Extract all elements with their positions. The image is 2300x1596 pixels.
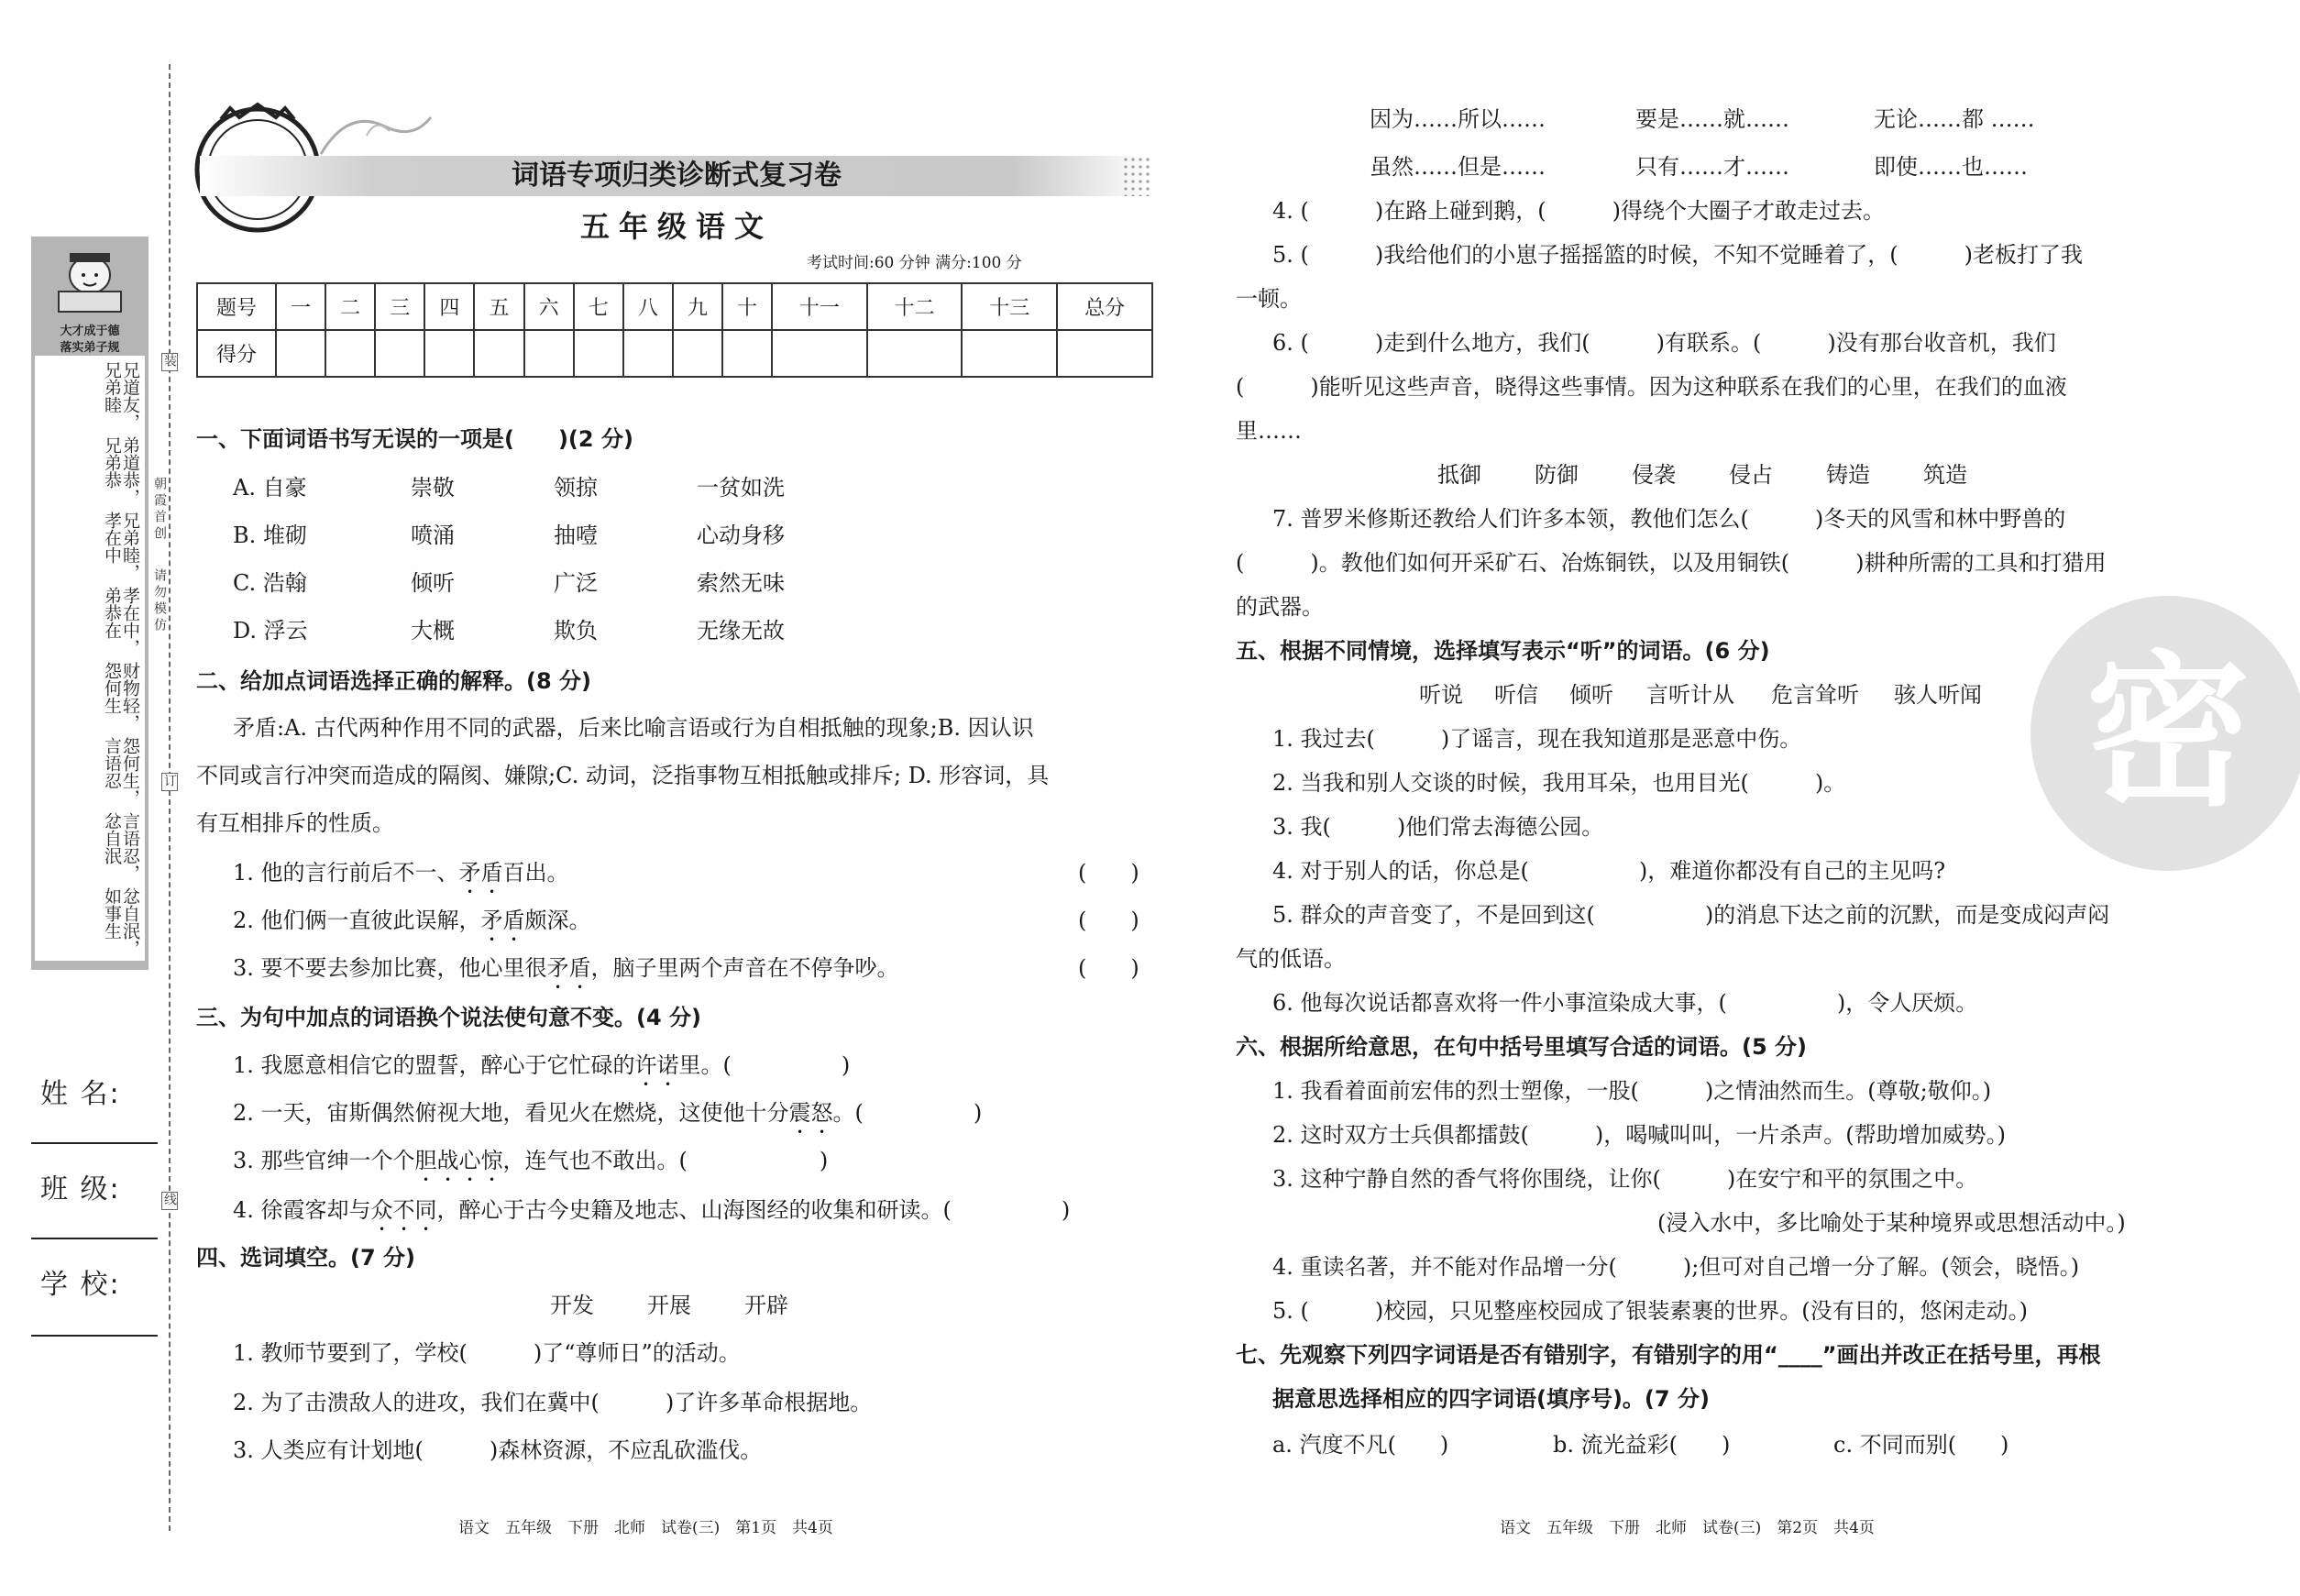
q4-word-2: 开展	[647, 1293, 691, 1318]
q5-word-6: 骇人听闻	[1894, 682, 1982, 708]
q1-opt-a-4: 一贫如洗	[697, 475, 785, 501]
right-footer: 语文 五年级 下册 北师 试卷(三) 第2页 共4页	[1500, 1519, 1875, 1537]
exam-info: 考试时间:60 分钟 满分:100 分	[807, 254, 1022, 272]
conj-4: 虽然……但是……	[1370, 154, 1546, 180]
q2-para-3: 有互相排斥的性质。	[196, 810, 394, 836]
q4-cont-1: 4. ( )在路上碰到鹅，( )得绕个大圈子才敢走过去。	[1272, 198, 1885, 224]
q6-item-3: 3. 这种宁静自然的香气将你围绕，让你( )在安宁和平的氛围之中。	[1272, 1166, 1978, 1192]
q1-opt-c-4: 索然无味	[697, 570, 785, 596]
score-input[interactable]	[424, 330, 474, 377]
q4-word-1: 开发	[550, 1293, 594, 1318]
score-label: 得分	[197, 330, 276, 377]
word-bank-2-4: 侵占	[1729, 462, 1773, 488]
cell-q3: 三	[375, 283, 424, 330]
score-input[interactable]	[867, 330, 963, 377]
q4-cont-3: 一顿。	[1236, 286, 1302, 312]
q5-item-6: 6. 他每次说话都喜欢将一件小事渲染成大事，( )，令人厌烦。	[1272, 990, 1978, 1016]
q5-item-5: 5. 群众的声音变了，不是回到这( )的消息下达之前的沉默，而是变成闷声闷	[1272, 902, 2110, 928]
q1-opt-b-1: B. 堆砌	[233, 523, 307, 548]
q4-cont-6: 里……	[1236, 418, 1302, 444]
cut-mark-1: 装	[162, 354, 177, 370]
q3-item-4: 4. 徐霞客却与众不同，醉心于古今史籍及地志、山海图经的收集和研读。( )	[233, 1197, 1071, 1223]
motto-4: 孝在中，弟恭在	[102, 587, 140, 656]
q3-heading: 三、为句中加点的词语换个说法使句意不变。(4 分)	[196, 1005, 701, 1030]
q2-heading: 二、给加点词语选择正确的解释。(8 分)	[196, 668, 591, 694]
q4-item-1: 1. 教师节要到了，学校( )了“尊师日”的活动。	[233, 1340, 741, 1366]
score-input[interactable]	[772, 330, 867, 377]
conj-6: 即使……也……	[1874, 154, 2028, 180]
q2-item-1: 1. 他的言行前后不一、矛盾百出。	[233, 860, 569, 886]
conj-2: 要是……就……	[1635, 106, 1789, 132]
score-header-row	[197, 283, 1152, 330]
q5-word-4: 言听计从	[1646, 682, 1734, 708]
q1-heading: 一、下面词语书写无误的一项是( )(2 分)	[196, 426, 633, 452]
class-label: 班 级:	[40, 1173, 121, 1205]
q3-item-2: 2. 一天，宙斯偶然俯视大地，看见火在燃烧，这使他十分震怒。( )	[233, 1100, 983, 1126]
score-input[interactable]	[474, 330, 523, 377]
score-input[interactable]	[574, 330, 623, 377]
q1-opt-d-2: 大概	[411, 618, 455, 644]
confidential-stamp	[2030, 596, 2300, 871]
motto-5: 财物轻，怨何生	[102, 662, 140, 732]
q4-cont-2: 5. ( )我给他们的小崽子摇摇篮的时候，不知不觉睡着了，( )老板打了我	[1272, 242, 2083, 268]
q6-item-1: 1. 我看着面前宏伟的烈士塑像，一股( )之情油然而生。(尊敬;敬仰。)	[1272, 1078, 1992, 1104]
cell-q13: 十三	[962, 283, 1057, 330]
sidebar-slogan-2: 落实弟子规	[60, 341, 120, 355]
q2-answer-3[interactable]: ( )	[1078, 955, 1139, 981]
q5-word-5: 危言耸听	[1771, 682, 1859, 708]
cell-q6: 六	[524, 283, 574, 330]
left-footer: 语文 五年级 下册 北师 试卷(三) 第1页 共4页	[458, 1519, 833, 1537]
score-input[interactable]	[325, 330, 375, 377]
name-label: 姓 名:	[40, 1078, 121, 1110]
q5-word-3: 倾听	[1569, 682, 1613, 708]
q7-item-a: a. 汽度不凡( )	[1272, 1432, 1449, 1458]
word-bank-2-1: 抵御	[1437, 462, 1481, 488]
q3-item-1: 1. 我愿意相信它的盟誓，醉心于它忙碌的许诺里。( )	[233, 1052, 851, 1078]
motto-7: 言语忍，忿自泯	[102, 812, 140, 882]
class-field[interactable]	[31, 1238, 158, 1239]
q4-heading: 四、选词填空。(7 分)	[196, 1245, 415, 1271]
q4-item-2: 2. 为了击溃敌人的进攻，我们在冀中( )了许多革命根据地。	[233, 1390, 873, 1415]
motto-8: 忿自泯，如事生	[102, 887, 140, 957]
score-input[interactable]	[962, 330, 1057, 377]
score-input[interactable]	[623, 330, 673, 377]
q5-item-3: 3. 我( )他们常去海德公园。	[1272, 814, 1604, 840]
cell-q11: 十一	[772, 283, 867, 330]
q1-opt-d-4: 无缘无故	[697, 618, 785, 644]
conj-3: 无论……都 ……	[1874, 106, 2035, 132]
word-bank-2-2: 防御	[1535, 462, 1579, 488]
q6-heading: 六、根据所给意思，在句中括号里填写合适的词语。(5 分)	[1236, 1034, 1807, 1060]
score-input[interactable]	[524, 330, 574, 377]
q1-opt-d-1: D. 浮云	[233, 618, 308, 644]
score-input[interactable]	[1057, 330, 1152, 377]
q7-item-c: c. 不同而别( )	[1833, 1432, 2009, 1458]
cell-q12: 十二	[867, 283, 963, 330]
q1-opt-a-2: 崇敬	[411, 475, 455, 501]
q5-item-5-cont: 气的低语。	[1236, 946, 1346, 972]
score-table	[196, 282, 1153, 378]
cell-q8: 八	[623, 283, 673, 330]
motto-6: 怨何生，言语忍	[102, 737, 140, 807]
cell-q2: 二	[325, 283, 375, 330]
conj-1: 因为……所以……	[1370, 106, 1546, 132]
q2-item-3: 3. 要不要去参加比赛，他心里很矛盾，脑子里两个声音在不停争吵。	[233, 955, 899, 981]
conj-5: 只有……才……	[1635, 154, 1789, 180]
q4-word-3: 开辟	[744, 1293, 788, 1318]
q1-opt-c-2: 倾听	[411, 570, 455, 596]
word-bank-2-5: 铸造	[1826, 462, 1870, 488]
student-cartoon-icon	[31, 244, 149, 317]
q2-answer-2[interactable]: ( )	[1078, 908, 1139, 933]
q2-answer-1[interactable]: ( )	[1078, 860, 1139, 886]
q4-cont-5: ( )能听见这些声音，晓得这些事情。因为这种联系在我们的心里，在我们的血液	[1236, 374, 2067, 400]
q4-cont-4: 6. ( )走到什么地方，我们( )有联系。( )没有那台收音机，我们	[1272, 330, 2056, 356]
score-input[interactable]	[375, 330, 424, 377]
q1-opt-b-3: 抽噎	[554, 523, 598, 548]
cell-q10: 十	[722, 283, 772, 330]
cell-label: 题号	[197, 283, 276, 330]
cell-q9: 九	[673, 283, 722, 330]
cut-mark-2: 订	[162, 774, 177, 790]
cell-total: 总分	[1057, 283, 1152, 330]
binding-dashed-line	[169, 64, 171, 1531]
sidebar-motto-panel	[31, 237, 149, 970]
motto-2: 弟道恭，兄弟恭	[102, 436, 140, 506]
q4-item-3: 3. 人类应有计划地( )森林资源，不应乱砍滥伐。	[233, 1437, 763, 1463]
cell-q1: 一	[276, 283, 325, 330]
q3-item-3: 3. 那些官绅一个个胆战心惊，连气也不敢出。( )	[233, 1148, 829, 1173]
q5-item-4: 4. 对于别人的话，你总是( )，难道你都没有自己的主见吗?	[1272, 858, 1946, 884]
q7-item-b: b. 流光益彩( )	[1553, 1432, 1731, 1458]
score-input[interactable]	[673, 330, 722, 377]
q4-item-7-2: ( )。教他们如何开采矿石、冶炼铜铁，以及用铜铁( )耕种所需的工具和打猎用	[1236, 550, 2107, 576]
cut-mark-3: 线	[162, 1193, 177, 1209]
q1-opt-b-2: 喷涌	[411, 523, 455, 548]
checker-pattern	[1122, 156, 1153, 196]
q6-item-2: 2. 这时双方士兵俱都擂鼓( )，喝喊叫叫，一片杀声。(帮助增加威势。)	[1272, 1122, 2006, 1148]
sidebar-slogan-1: 大才成于德	[60, 325, 120, 338]
score-input[interactable]	[722, 330, 772, 377]
stamp-char: 密	[2085, 637, 2250, 829]
q6-item-5: 5. ( )校园，只见整座校园成了银装素裹的世界。(没有目的，悠闲走动。)	[1272, 1298, 2028, 1324]
page-title: 词语专项归类诊断式复习卷	[512, 160, 842, 192]
cell-q7: 七	[574, 283, 623, 330]
school-field[interactable]	[31, 1335, 158, 1337]
side-note-no-copy: 请勿模仿	[152, 568, 167, 634]
q6-item-4: 4. 重读名著，并不能对作品增一分( );但可对自己增一分了解。(领会，晓悟。)	[1272, 1254, 2080, 1280]
q5-word-1: 听说	[1419, 682, 1463, 708]
q5-item-1: 1. 我过去( )了谣言，现在我知道那是恶意中伤。	[1272, 726, 1802, 752]
score-input[interactable]	[276, 330, 325, 377]
q1-opt-d-3: 欺负	[554, 618, 598, 644]
motto-3: 兄弟睦，孝在中	[102, 512, 140, 581]
name-field[interactable]	[31, 1142, 158, 1144]
word-bank-2-6: 筑造	[1923, 462, 1967, 488]
q5-word-2: 听信	[1494, 682, 1538, 708]
q2-item-2: 2. 他们俩一直彼此误解，矛盾颇深。	[233, 908, 591, 933]
word-bank-2-3: 侵袭	[1632, 462, 1676, 488]
q5-item-2: 2. 当我和别人交谈的时候，我用耳朵，也用目光( )。	[1272, 770, 1846, 796]
motto-1: 兄道友，兄弟睦	[102, 361, 140, 431]
school-label: 学 校:	[40, 1269, 121, 1301]
q4-item-7-3: 的武器。	[1236, 594, 1324, 620]
q2-para-1: 矛盾:A. 古代两种作用不同的武器，后来比喻言语或行为自相抵触的现象;B. 因认识	[233, 715, 1034, 741]
q1-opt-b-4: 心动身移	[697, 523, 785, 548]
q4-item-7-1: 7. 普罗米修斯还教给人们许多本领，教他们怎么( )冬天的风雪和林中野兽的	[1272, 506, 2066, 532]
sidebar-motto-list	[35, 356, 145, 961]
cell-q4: 四	[424, 283, 474, 330]
score-value-row	[197, 330, 1152, 377]
q5-heading: 五、根据不同情境，选择填写表示“听”的词语。(6 分)	[1236, 638, 1770, 664]
q7-heading-1: 七、先观察下列四字词语是否有错别字，有错别字的用“____”画出并改正在括号里，再根	[1236, 1342, 2101, 1368]
q7-heading-2: 据意思选择相应的四字词语(填序号)。(7 分)	[1272, 1386, 1710, 1412]
cell-q5: 五	[474, 283, 523, 330]
q6-item-3-hint: (浸入水中，多比喻处于某种境界或思想活动中。)	[1657, 1210, 2126, 1236]
q1-opt-a-3: 领掠	[554, 475, 598, 501]
q2-para-2: 不同或言行冲突而造成的隔阂、嫌隙;C. 动词，泛指事物互相抵触或排斥; D. 形容词，具	[196, 763, 1050, 788]
side-note-original: 朝霞首创	[152, 477, 167, 543]
page-subtitle: 五年级语文	[579, 209, 773, 244]
q1-opt-a-1: A. 自豪	[233, 475, 307, 501]
q1-opt-c-3: 广泛	[554, 570, 598, 596]
q1-opt-c-1: C. 浩翰	[233, 570, 307, 596]
